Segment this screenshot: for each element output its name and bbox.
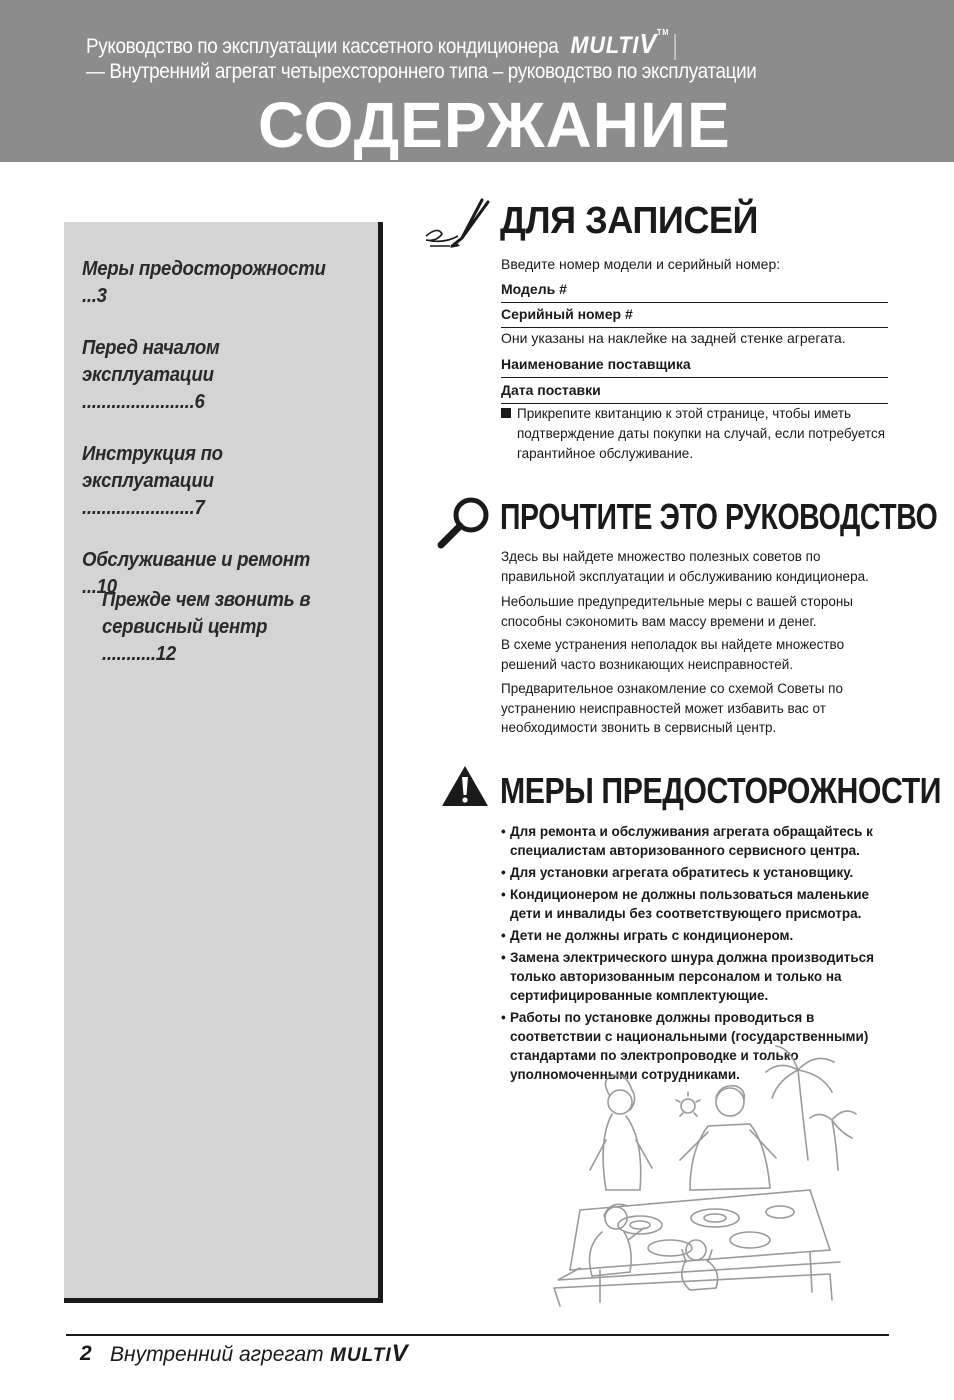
header-band <box>0 0 954 162</box>
page-title: СОДЕРЖАНИЕ <box>258 89 731 161</box>
header-subtitle-line1 <box>86 28 676 60</box>
toc-item-maintenance[interactable]: Обслуживание и ремонт ...10 <box>82 549 310 598</box>
read-paragraph-2: Небольшие предупредительные меры с вашей стороны способны сэкономить вам массу времени и денег. <box>501 594 853 629</box>
read-paragraph-1: Здесь вы найдете множество полезных советов по правильной эксплуатации и обслуживанию кондиционера. <box>501 549 869 584</box>
receipt-note <box>501 404 891 464</box>
footer-rule <box>66 1334 889 1336</box>
read-paragraph-3: В схеме устранения неполадок вы найдете множество решений часто возникающих неисправностей. <box>501 637 845 672</box>
family-picnic-illustration <box>540 1040 860 1310</box>
magnifier-icon <box>436 494 492 550</box>
purchase-date-field[interactable]: Дата поставки <box>501 380 888 404</box>
header-divider <box>675 34 676 60</box>
precautions-title: МЕРЫ ПРЕДОСТОРОЖНОСТИ <box>500 770 942 811</box>
footer-text: Внутренний агрегат <box>110 1343 324 1366</box>
sticker-note: Они указаны на наклейке на задней стенке агрегата. <box>501 330 846 346</box>
read-manual-title: ПРОЧТИТЕ ЭТО РУКОВОДСТВО <box>500 496 938 537</box>
precaution-item-6: • Работы по установке должны проводиться в соответствии с национальными (государственными) стандартами по электропроводке и только уполномоченными сотрудниками. <box>501 1008 896 1084</box>
read-paragraph-4: Предварительное ознакомление со схемой Советы по устранению неисправностей может избавить вас от необходимости звонить в сервисный центр. <box>501 681 843 735</box>
header-line1-text: Руководство по эксплуатации кассетного кондиционера <box>86 35 559 58</box>
square-bullet-icon <box>501 408 511 418</box>
precaution-item-5: • Замена электрического шнура должна производиться только авторизованным персоналом и только на сертифицированные комплектующие. <box>501 948 896 1005</box>
precaution-item-4: • Дети не должны играть с кондиционером. <box>501 926 896 945</box>
footer-multi-v-logo: MULTIV <box>330 1340 409 1367</box>
receipt-note-text: Прикрепите квитанцию к этой странице, чтобы иметь подтверждение даты покупки на случай, если потребуется гарантийное обслуживание. <box>517 406 886 461</box>
header-subtitle-line2: — Внутренний агрегат четырехстороннего типа – руководство по эксплуатации <box>86 60 757 83</box>
toc-item-before-use[interactable]: Перед началом эксплуатации .......................6 <box>82 337 220 413</box>
dealer-name-field[interactable]: Наименование поставщика <box>501 354 888 378</box>
pen-icon <box>422 196 494 254</box>
toc-item-instructions[interactable]: Инструкция по эксплуатации .......................7 <box>82 443 223 519</box>
model-number-field[interactable]: Модель # <box>501 279 888 303</box>
warning-triangle-icon <box>440 764 490 808</box>
precaution-item-1: • Для ремонта и обслуживания агрегата обращайтесь к специалистам авторизованного сервисного центра. <box>501 822 896 860</box>
page-number: 2 <box>80 1342 92 1365</box>
toc-item-service-center[interactable]: Прежде чем звонить в сервисный центр ...........12 <box>102 589 311 665</box>
serial-number-field[interactable]: Серийный номер # <box>501 304 888 328</box>
precaution-item-3: • Кондиционером не должны пользоваться маленькие дети и инвалиды без соответствующего присмотра. <box>501 885 896 923</box>
records-intro: Введите номер модели и серийный номер: <box>501 256 781 272</box>
table-of-contents <box>64 222 383 1303</box>
records-title: ДЛЯ ЗАПИСЕЙ <box>500 200 758 242</box>
toc-item-precautions[interactable]: Меры предосторожности ...3 <box>82 258 326 307</box>
precaution-item-2: • Для установки агрегата обратитесь к установщику. <box>501 863 896 882</box>
multi-v-logo: MULTIV™ <box>570 28 670 59</box>
